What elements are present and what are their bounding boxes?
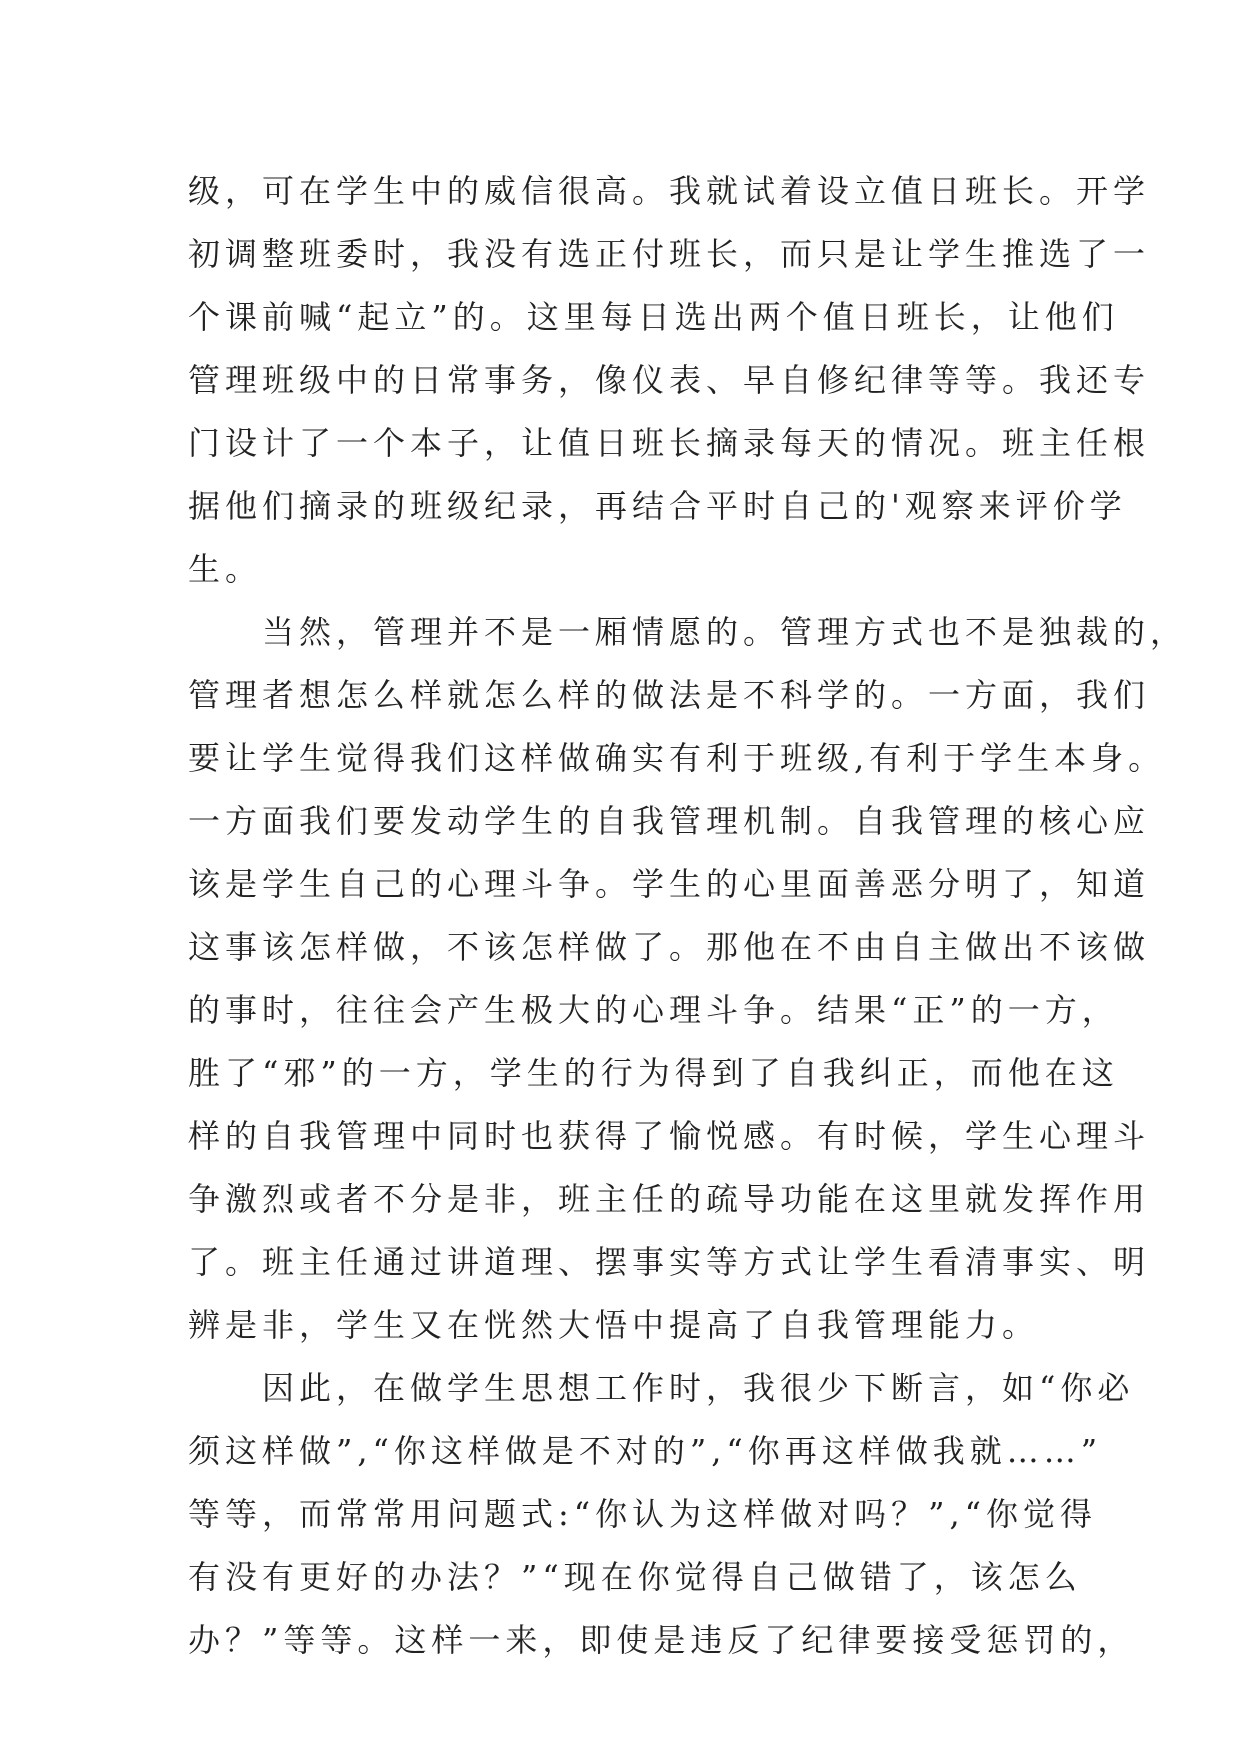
text-line: 须这样做”,“你这样做是不对的”,“你再这样做我就……” — [188, 1432, 1103, 1470]
text-line: 该是学生自己的心理斗争。学生的心里面善恶分明了，知道 — [188, 865, 1151, 903]
paragraph-3 — [188, 1357, 1135, 1672]
text-line: 生。 — [188, 550, 263, 588]
text-line: 一方面我们要发动学生的自我管理机制。自我管理的核心应 — [188, 802, 1151, 840]
text-line: 管理班级中的日常事务，像仪表、早自修纪律等等。我还专 — [188, 361, 1151, 399]
text-line: 胜了“邪”的一方，学生的行为得到了自我纠正，而他在这 — [188, 1054, 1119, 1092]
text-line: 门设计了一个本子，让值日班长摘录每天的情况。班主任根 — [188, 424, 1151, 462]
text-line: 样的自我管理中同时也获得了愉悦感。有时候，学生心理斗 — [188, 1117, 1151, 1155]
text-line: 管理者想怎么样就怎么样的做法是不科学的。一方面，我们 — [188, 676, 1151, 714]
text-line: 辨是非，学生又在恍然大悟中提高了自我管理能力。 — [188, 1306, 1040, 1344]
text-line: 办？”等等。这样一来，即使是违反了纪律要接受惩罚的， — [188, 1621, 1135, 1659]
text-line: 据他们摘录的班级纪录，再结合平时自己的'观察来评价学 — [188, 487, 1127, 525]
text-line: 有没有更好的办法？”“现在你觉得自己做错了，该怎么 — [188, 1558, 1082, 1596]
document-page — [188, 160, 1188, 1672]
text-line: 争激烈或者不分是非，班主任的疏导功能在这里就发挥作用 — [188, 1180, 1151, 1218]
text-line: 当然，管理并不是一厢情愿的。管理方式也不是独裁的， — [188, 613, 1188, 651]
text-line: 因此，在做学生思想工作时，我很少下断言，如“你必 — [188, 1369, 1135, 1407]
text-line: 个课前喊“起立”的。这里每日选出两个值日班长，让他们 — [188, 298, 1119, 336]
text-line: 这事该怎样做，不该怎样做了。那他在不由自主做出不该做 — [188, 928, 1151, 966]
text-line: 要让学生觉得我们这样做确实有利于班级,有利于学生本身。 — [188, 739, 1166, 777]
text-line: 级，可在学生中的威信很高。我就试着设立值日班长。开学 — [188, 172, 1151, 210]
text-line: 等等，而常常用问题式:“你认为这样做对吗？”,“你觉得 — [188, 1495, 1098, 1533]
paragraph-1 — [188, 160, 1151, 601]
text-line: 了。班主任通过讲道理、摆事实等方式让学生看清事实、明 — [188, 1243, 1151, 1281]
paragraph-2 — [188, 601, 1188, 1357]
text-line: 初调整班委时，我没有选正付班长，而只是让学生推选了一 — [188, 235, 1151, 273]
text-line: 的事时，往往会产生极大的心理斗争。结果“正”的一方， — [188, 991, 1119, 1029]
